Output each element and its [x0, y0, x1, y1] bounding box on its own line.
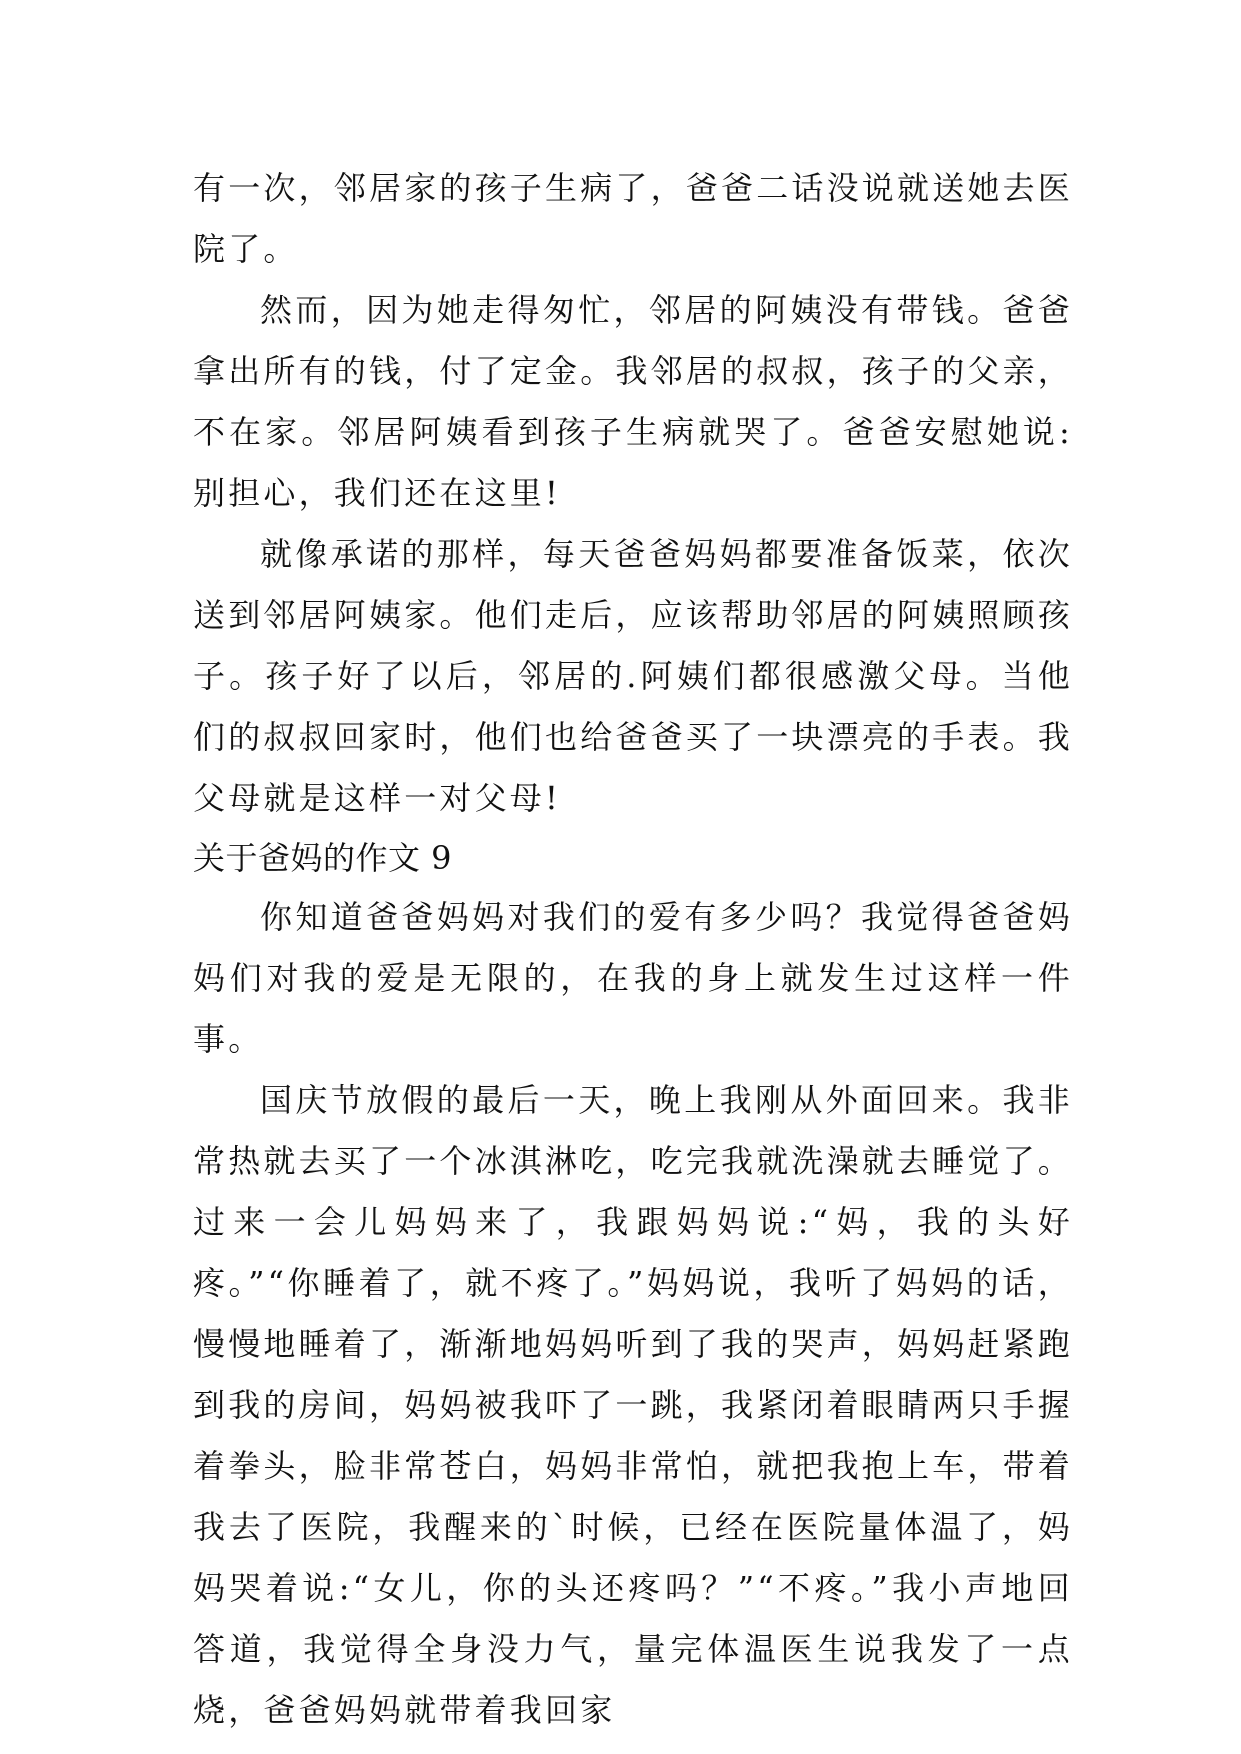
paragraph-1: 有一次，邻居家的孩子生病了，爸爸二话没说就送她去医院了。 — [193, 169, 1074, 268]
paragraph-3: 就像承诺的那样，每天爸爸妈妈都要准备饭菜，依次送到邻居阿姨家。他们走后，应该帮助邻居的阿姨照顾孩子。孩子好了以后，邻居的.阿姨们都很感激父母。当他们的叔叔回家时，他们也给爸爸买了一块漂亮的手表。我父母就是这样一对父母! — [193, 535, 1074, 817]
section-heading: 关于爸妈的作文 9 — [193, 839, 453, 877]
paragraph-4: 你知道爸爸妈妈对我们的爱有多少吗？我觉得爸爸妈妈们对我的爱是无限的，在我的身上就发生过这样一件事。 — [193, 898, 1073, 1058]
document-body — [193, 158, 1073, 1741]
paragraph-2: 然而，因为她走得匆忙，邻居的阿姨没有带钱。爸爸拿出所有的钱，付了定金。我邻居的叔叔，孩子的父亲，不在家。邻居阿姨看到孩子生病就哭了。爸爸安慰她说:别担心，我们还在这里! — [193, 291, 1074, 512]
paragraph-5: 国庆节放假的最后一天，晚上我刚从外面回来。我非常热就去买了一个冰淇淋吃，吃完我就洗澡就去睡觉了。过来一会儿妈妈来了，我跟妈妈说:“妈，我的头好疼。”“你睡着了，就不疼了。”妈妈说，我听了妈妈的话，慢慢地睡着了，渐渐地妈妈听到了我的哭声，妈妈赶紧跑到我的房间，妈妈被我吓了一跳，我紧闭着眼睛两只手握着拳头，脸非常苍白，妈妈非常怕，就把我抱上车，带着我去了医院，我醒来的`时候，已经在医院量体温了，妈妈哭着说:“女儿，你的头还疼吗？”“不疼。”我小声地回答道，我觉得全身没力气，量完体温医生说我发了一点烧，爸爸妈妈就带着我回家 — [193, 1081, 1074, 1729]
